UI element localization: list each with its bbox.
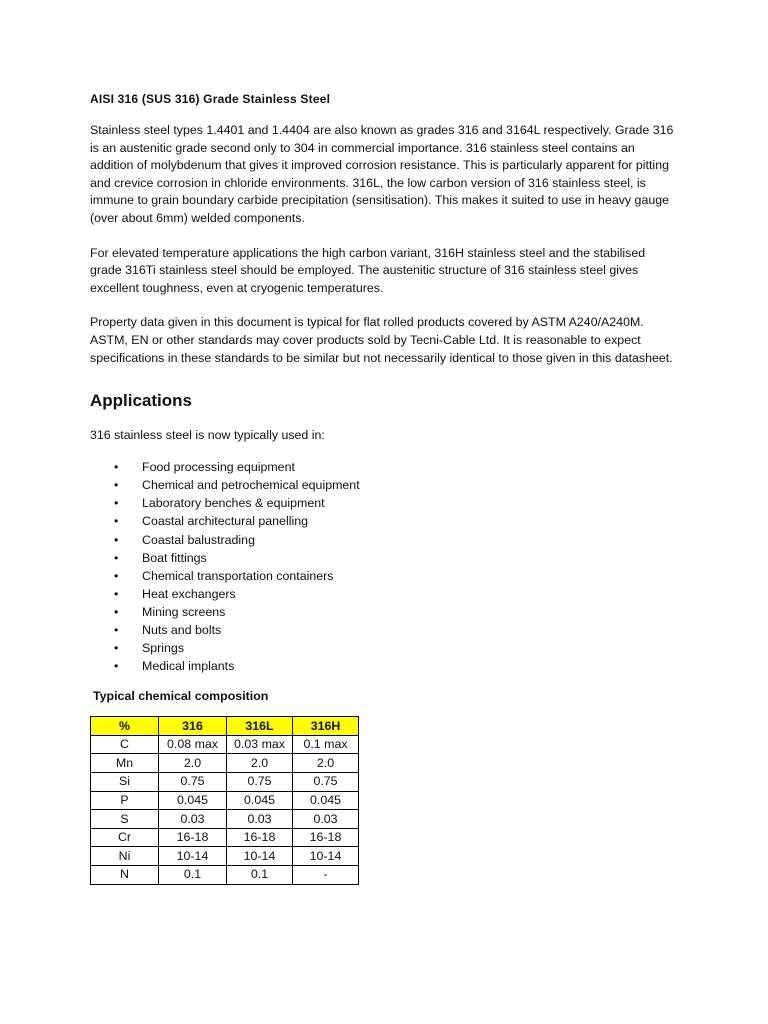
list-item — [114, 476, 690, 494]
table-row — [91, 866, 359, 885]
list-item-text: Heat exchangers — [142, 586, 236, 601]
value-cell: - — [293, 866, 359, 885]
table-row — [91, 828, 359, 847]
value-cell: 10-14 — [293, 847, 359, 866]
bullet-icon: • — [114, 622, 119, 637]
intro-paragraph: Stainless steel types 1.4401 and 1.4404 are also known as grades 316 and 3164L respectively. Grade 316 is an austenitic grade second only to 304 in commercial importance. 316 stainless steel contains an addition of molybdenum that gives it improved corrosion resistance. This is particularly apparent for pitting and crevice corrosion in chloride environments. 316L, the low carbon version of 316 stainless steel, is immune to grain boundary carbide precipitation (sensitisation). This makes it suited to use in heavy gauge (over about 6mm) welded components. — [90, 123, 674, 225]
document-title: AISI 316 (SUS 316) Grade Stainless Steel — [90, 92, 331, 106]
bullet-icon: • — [114, 604, 119, 619]
value-cell: 2.0 — [227, 754, 293, 773]
list-item — [114, 621, 690, 639]
applications-heading: Applications — [90, 391, 193, 411]
table-row — [91, 810, 359, 829]
element-cell: Cr — [91, 828, 159, 847]
value-cell: 0.1 — [159, 866, 227, 885]
element-cell: P — [91, 791, 159, 810]
element-cell: C — [91, 735, 159, 754]
list-item — [114, 494, 690, 512]
list-item-text: Medical implants — [142, 659, 235, 674]
value-cell: 2.0 — [293, 754, 359, 773]
list-item-text: Food processing equipment — [142, 460, 295, 475]
value-cell: 0.75 — [159, 773, 227, 792]
applications-intro: 316 stainless steel is now typically used in: — [90, 428, 325, 443]
header-cell: 316L — [227, 717, 293, 736]
list-item — [114, 567, 690, 585]
table-header-row — [91, 717, 359, 736]
list-item-text: Chemical transportation containers — [142, 568, 334, 583]
value-cell: 10-14 — [227, 847, 293, 866]
bullet-icon: • — [114, 478, 119, 493]
value-cell: 0.75 — [227, 773, 293, 792]
table-row — [91, 773, 359, 792]
bullet-icon: • — [114, 586, 119, 601]
value-cell: 0.03 — [227, 810, 293, 829]
bullet-icon: • — [114, 568, 119, 583]
value-cell: 16-18 — [227, 828, 293, 847]
table-row — [91, 754, 359, 773]
element-cell: N — [91, 866, 159, 885]
value-cell: 0.1 max — [293, 735, 359, 754]
list-item-text: Coastal architectural panelling — [142, 514, 308, 529]
value-cell: 0.1 — [227, 866, 293, 885]
bullet-icon: • — [114, 659, 119, 674]
bullet-icon: • — [114, 641, 119, 656]
list-item — [114, 657, 690, 675]
list-item — [114, 603, 690, 621]
list-item-text: Nuts and bolts — [142, 622, 222, 637]
list-item-text: Boat fittings — [142, 550, 207, 565]
value-cell: 16-18 — [159, 828, 227, 847]
value-cell: 0.045 — [227, 791, 293, 810]
property-data-paragraph: Property data given in this document is typical for flat rolled products covered by ASTM A240/A240M. ASTM, EN or other standards may cover products sold by Tecni-Cable Ltd. It is reasonable to expect specifications in these standards to be similar but not necessarily identical to those given in this datasheet. — [90, 315, 673, 365]
value-cell: 0.03 — [293, 810, 359, 829]
element-cell: Mn — [91, 754, 159, 773]
list-item-text: Mining screens — [142, 604, 226, 619]
header-cell: % — [91, 717, 159, 736]
document-page — [90, 90, 690, 885]
bullet-icon: • — [114, 460, 119, 475]
composition-table-title: Typical chemical composition — [93, 689, 269, 704]
value-cell: 16-18 — [293, 828, 359, 847]
list-item-text: Chemical and petrochemical equipment — [142, 478, 360, 493]
list-item — [114, 639, 690, 657]
list-item-text: Coastal balustrading — [142, 532, 255, 547]
value-cell: 0.045 — [293, 791, 359, 810]
value-cell: 2.0 — [159, 754, 227, 773]
bullet-icon: • — [114, 496, 119, 511]
value-cell: 0.08 max — [159, 735, 227, 754]
list-item-text: Springs — [142, 641, 185, 656]
value-cell: 10-14 — [159, 847, 227, 866]
value-cell: 0.75 — [293, 773, 359, 792]
element-cell: Ni — [91, 847, 159, 866]
value-cell: 0.045 — [159, 791, 227, 810]
bullet-icon: • — [114, 532, 119, 547]
temperature-paragraph: For elevated temperature applications the high carbon variant, 316H stainless steel and the stabilised grade 316Ti stainless steel should be employed. The austenitic structure of 316 stainless steel gives excellent toughness, even at cryogenic temperatures. — [90, 245, 646, 295]
applications-list — [90, 458, 690, 675]
header-cell: 316H — [293, 717, 359, 736]
element-cell: Si — [91, 773, 159, 792]
table-row — [91, 735, 359, 754]
bullet-icon: • — [114, 550, 119, 565]
table-row — [91, 847, 359, 866]
value-cell: 0.03 max — [227, 735, 293, 754]
value-cell: 0.03 — [159, 810, 227, 829]
list-item — [114, 585, 690, 603]
list-item — [114, 531, 690, 549]
list-item — [114, 512, 690, 530]
bullet-icon: • — [114, 514, 119, 529]
list-item-text: Laboratory benches & equipment — [142, 496, 325, 511]
table-row — [91, 791, 359, 810]
composition-table — [90, 716, 359, 884]
list-item — [114, 458, 690, 476]
element-cell: S — [91, 810, 159, 829]
list-item — [114, 549, 690, 567]
header-cell: 316 — [159, 717, 227, 736]
